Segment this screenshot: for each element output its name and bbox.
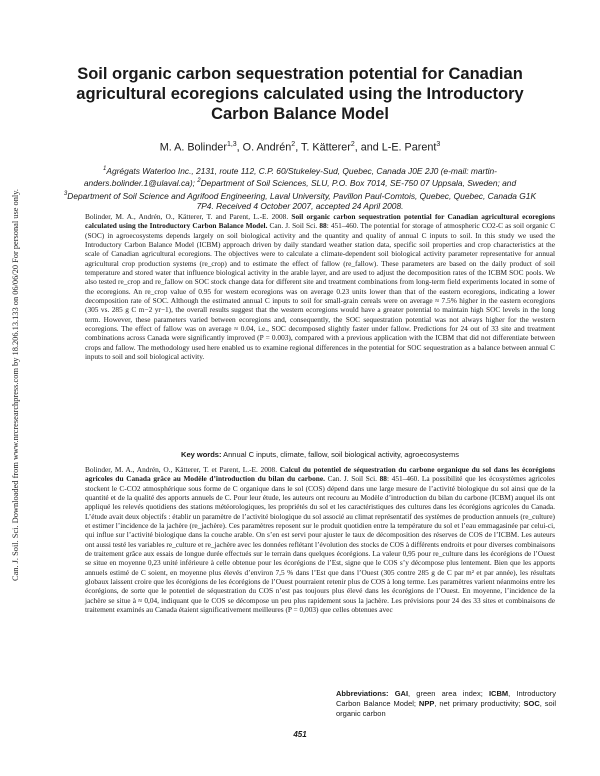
- resume-citation-title: Calcul du potentiel de séquestration du carbone organique du sol dans les écorégions agricoles du Canada grâce au Modèle d’introduction du bilan du carbone.: [85, 465, 555, 484]
- affil-1-marker: 1: [103, 166, 107, 172]
- abbrev-key-npp: NPP: [418, 699, 435, 708]
- author-list: [50, 141, 550, 154]
- author-andren-affil: 2: [291, 141, 296, 148]
- affil-2-marker: 2: [197, 178, 201, 185]
- author-bolinder-affil: 1,3: [226, 141, 237, 148]
- author-katterer: , T. Kätterer: [295, 141, 351, 154]
- keywords-text: Annual C inputs, climate, fallow, soil biological activity, agroecosystems: [221, 450, 459, 459]
- abbrev-label: Abbreviations:: [336, 689, 389, 698]
- affil-3-marker: 3: [63, 190, 68, 197]
- affil-1: Agrégats Waterloo Inc., 2131, route 112, C.P. 60/Stukeley-Sud, Quebec, Canada J0E 2J0 (e-mail: martin-anders.bolinder.1@ulaval.ca);: [83, 165, 497, 189]
- abstract: [85, 212, 555, 362]
- abstract-citation-title: Soil organic carbon sequestration potential for Canadian agricultural ecoregions calculated using the Introductory Carbon Balance Model.: [85, 212, 555, 231]
- author-bolinder: M. A. Bolinder: [159, 141, 227, 154]
- resume-body: La possibilité que les écosystèmes agricoles stockent le C-CO2 atmosphérique sous forme de C organique dans le sol (COS) dépend dans une large mesure de l’activité biologique du sol ainsi que de la quantité et de la qualité des apports annuels de C. Pour leur étude, les auteurs ont recouru au Modèle d’introduction du bilan du carbone (ICBM) auquel ils ont appliqué les relevés quotidiens des stations météorologiques, les propriétés du sol et les caractéristiques des cultures dans les écorégions agricoles du Canada. L’étude avait deux objectifs : établir un paramètre de l’activité biologique du sol associé au climat représentatif des systèmes de production annuels (re_culture) et estimer l’incidence de la jachère (re_jachère). Ces paramètres reposent sur le produit quotidien entre la température du sol et l’eau emmagasinée par celui-ci, qui influe sur l’activité biologique dans la couche arable. On s’en est servi pour ajuster le taux de décomposition des réserves de COS de l’ICBM. Les auteurs ont aussi testé les variables re_culture et re_jachère avec les données reflétant l’évolution des stocks de COS à différents endroits et pour diverses combinaisons de traitement grâce aux essais de longue durée effectués sur le terrain dans quelques écorégions. La valeur 0,95 pour re_culture dans les écorégions de l’Ouest se situe en moyenne 0,23 unité inférieure à celle obtenue pour les écorégions de l’Est, signe que le COS s’y décompose plus lentement. Bien que les apports annuels estimé de C soient, en moyenne plus élevés d’environ 7,5 % dans l’Est que dans l’Ouest (305 contre 285 g de C par m² et par année), les résultats globaux laissent croire que les écorégions de les écorégions de l’Ouest pourraient retenir plus de COS à long terme. Les paramètres varient néanmoins entre les écorégions, de sorte que le potentiel de séquestration du COS n’est pas toujours plus élevé dans les écorégions de l’Ouest. En moyenne, l’incidence de la jachère se situe à ≈ 0,04, indiquant que le COS se décompose un peu plus rapidement sous la jachère. Les prévisions pour 24 des 33 sites et combinaisons de traitement examinés au Canada étaient significativement meilleures (P = 0,003) que celles obtenues avec: [85, 474, 555, 615]
- download-notice: Can. J. Soil. Sci. Downloaded from www.nrcresearchpress.com by 18.206.13.133 on 06/06/20 For personal use only.: [11, 189, 20, 582]
- abstract-citation-pages: : 451–460.: [326, 221, 359, 231]
- keywords: [85, 450, 555, 459]
- download-watermark: [2, 150, 30, 620]
- affil-3: Department of Soil Science and Agrifood Engineering, Laval University, Pavillon Paul-Comtois, Quebec, Quebec, Canada G1K 7P4. Received 4 October 2007, accepted 24 April 2008.: [67, 190, 537, 211]
- page-number: 451: [293, 730, 307, 739]
- abstract-citation-authors: Bolinder, M. A., Andrén, O., Kätterer, T. and Parent, L.-E. 2008.: [85, 212, 292, 221]
- resume-citation-volume: 88: [379, 474, 387, 484]
- french-abstract: [85, 465, 555, 615]
- resume-citation-authors: Bolinder, M. A., Andrén, O., Kätterer, T. et Parent, L.-E. 2008.: [85, 465, 280, 474]
- keywords-label: Key words:: [181, 450, 222, 459]
- resume-citation-pages: : 451–460.: [386, 474, 420, 484]
- author-parent: , and L-E. Parent: [354, 141, 437, 154]
- affil-2: Department of Soil Sciences, SLU, P.O. Box 7014, SE-750 07 Uppsala, Sweden; and: [200, 178, 517, 189]
- abbreviations: [336, 689, 556, 719]
- abbrev-val-soc: , soil organic carbon: [336, 699, 556, 718]
- abstract-citation-volume: 88: [319, 221, 327, 231]
- abbrev-key-gai: GAI: [394, 689, 409, 698]
- abbrev-key-soc: SOC: [523, 699, 540, 708]
- affiliations: [62, 164, 538, 211]
- resume-citation-journal: Can. J. Soil Sci.: [324, 474, 380, 484]
- author-katterer-affil: 2: [350, 141, 355, 148]
- abstract-citation-journal: Can. J. Soil Sci.: [267, 221, 320, 231]
- abbrev-key-icbm: ICBM: [488, 689, 509, 698]
- abbrev-val-npp: , net primary productivity;: [434, 699, 524, 708]
- paper-title: Soil organic carbon sequestration potential for Canadian agricultural ecoregions calculated using the Introductory Carbon Balance Model: [76, 65, 524, 123]
- abstract-body: The potential for storage of atmospheric CO2-C as soil organic C (SOC) in agroecosystems depends largely on soil biological activity and the quantity and quality of annual C inputs to soil. In this study we used the Introductory Carbon Balance Model (ICBM) approach driven by daily standard weather station data, specific soil properties and crop characteristics at the scale of Canadian agricultural ecoregions. The objectives were to calculate a climate-dependent soil biological activity parameter representative for annual agricultural crop production systems (re_crop) and to estimate the effect of fallow (re_fallow). These parameters are based on the daily product of soil temperature and stored water that influence biological activity in the arable layer, and are used to adjust the decomposition rates of the ICBM SOC pools. We also tested re_crop and re_fallow on SOC stock change data for different site and treatment combinations from long-term field experiments located in some of the ecoregions. An re_crop value of 0.95 for western ecoregions was on average 0.23 units lower than that of the eastern ecoregions, indicating a lower decomposition rate of SOC. Although the estimated annual C inputs to soil for small-grain cereals were on average ≈ 7.5% higher in the eastern ecoregions (305 vs. 285 g C m−2 yr−1), the overall results suggest that the western ecoregions would have a greater potential to maintain high SOC levels in the long term. However, these parameters varied between ecoregions and, consequently, the SOC sequestration potential was not always higher for the western ecoregions. The effect of fallow was on average ≈ 0.04, i.e., SOC decomposed slightly faster under fallow. Predictions for 24 out of 33 site and treatment combinations across Canada were significantly improved (P = 0.003), compared with a previous application with the ICBM that did not differentiate between crops and fallow. The methodology used here enabled us to examine regional differences in the potential for SOC sequestration as a balance between annual C inputs to soil and soil biological activity.: [85, 221, 555, 362]
- abbrev-val-gai: , green area index;: [408, 689, 489, 698]
- author-andren: , O. Andrén: [236, 141, 292, 154]
- abbrev-val-icbm: , Introductory Carbon Balance Model;: [336, 689, 556, 708]
- author-parent-affil: 3: [436, 141, 441, 148]
